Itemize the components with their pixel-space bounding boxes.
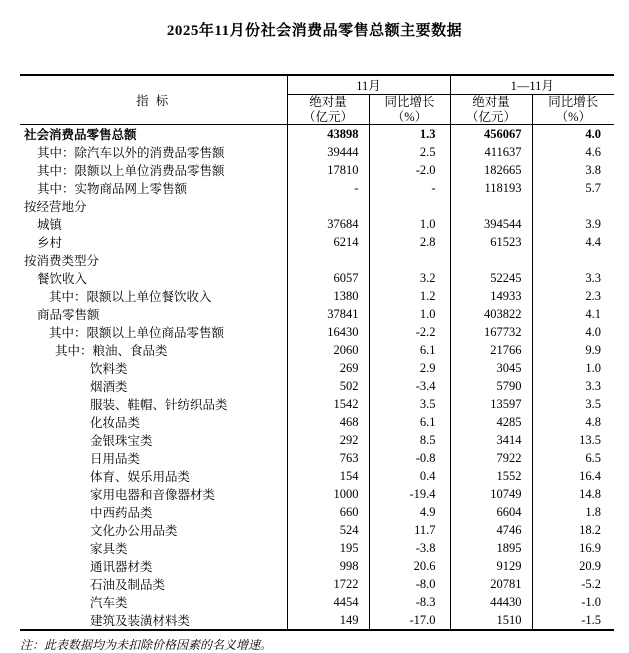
value-cell: -0.8 xyxy=(369,449,450,467)
value-cell xyxy=(450,197,532,215)
indicator-cell: 通讯器材类 xyxy=(90,560,153,574)
value-cell: 16430 xyxy=(287,323,369,341)
value-cell: -2.0 xyxy=(369,161,450,179)
value-cell: 61523 xyxy=(450,233,532,251)
value-cell: 3045 xyxy=(450,359,532,377)
indicator-cell: 家具类 xyxy=(90,542,128,556)
table-body xyxy=(20,125,614,631)
table-row xyxy=(20,125,614,144)
value-cell: 20781 xyxy=(450,575,532,593)
value-cell: 1895 xyxy=(450,539,532,557)
indicator-cell: 其中：限额以上单位消费品零售额 xyxy=(37,164,225,178)
subheader-line: 绝对量 xyxy=(472,95,510,110)
indicator-cell: 城镇 xyxy=(37,218,63,232)
value-cell xyxy=(450,251,532,269)
value-cell: 118193 xyxy=(450,179,532,197)
indicator-cell: 化妆品类 xyxy=(90,416,141,430)
value-cell: -3.8 xyxy=(369,539,450,557)
value-cell: 1000 xyxy=(287,485,369,503)
indicator-cell: 汽车类 xyxy=(90,596,128,610)
subheader-line: （亿元） xyxy=(466,109,517,124)
value-cell: 3.5 xyxy=(369,395,450,413)
table-row xyxy=(20,395,614,413)
value-cell: 269 xyxy=(287,359,369,377)
value-cell: 468 xyxy=(287,413,369,431)
value-cell: 1.0 xyxy=(369,215,450,233)
group-header-november: 11月 xyxy=(287,75,450,95)
indicator-cell: 其中：实物商品网上零售额 xyxy=(37,182,188,196)
table-row xyxy=(20,323,614,341)
value-cell: 44430 xyxy=(450,593,532,611)
value-cell: 660 xyxy=(287,503,369,521)
indicator-cell: 家用电器和音像器材类 xyxy=(90,488,216,502)
page-title: 2025年11月份社会消费品零售总额主要数据 xyxy=(166,23,463,39)
table-row xyxy=(20,233,614,251)
value-cell: 52245 xyxy=(450,269,532,287)
subheader-line: （%） xyxy=(555,109,591,124)
value-cell: 20.9 xyxy=(532,557,614,575)
value-cell: 998 xyxy=(287,557,369,575)
value-cell: 6.1 xyxy=(369,341,450,359)
value-cell: 17810 xyxy=(287,161,369,179)
value-cell: 1.0 xyxy=(369,305,450,323)
data-table xyxy=(20,74,614,631)
value-cell: 167732 xyxy=(450,323,532,341)
value-cell: 5790 xyxy=(450,377,532,395)
value-cell: 16.4 xyxy=(532,467,614,485)
value-cell: 1542 xyxy=(287,395,369,413)
value-cell: 1552 xyxy=(450,467,532,485)
table-row xyxy=(20,269,614,287)
value-cell: 763 xyxy=(287,449,369,467)
table-row xyxy=(20,539,614,557)
indicator-cell: 其中：限额以上单位餐饮收入 xyxy=(49,290,212,304)
value-cell: 39444 xyxy=(287,143,369,161)
value-cell: 37841 xyxy=(287,305,369,323)
value-cell: -8.3 xyxy=(369,593,450,611)
indicator-cell: 石油及制品类 xyxy=(90,578,166,592)
indicator-cell: 饮料类 xyxy=(90,362,128,376)
value-cell: 13597 xyxy=(450,395,532,413)
value-cell: 18.2 xyxy=(532,521,614,539)
subheader-line: 同比增长 xyxy=(548,95,599,110)
indicator-cell: 社会消费品零售总额 xyxy=(24,128,137,142)
subheader-absolute-nov xyxy=(287,95,369,125)
value-cell: 411637 xyxy=(450,143,532,161)
value-cell: 4285 xyxy=(450,413,532,431)
value-cell: -8.0 xyxy=(369,575,450,593)
value-cell: 524 xyxy=(287,521,369,539)
value-cell: 4.8 xyxy=(532,413,614,431)
value-cell: 6214 xyxy=(287,233,369,251)
value-cell: - xyxy=(369,179,450,197)
value-cell: 14.8 xyxy=(532,485,614,503)
value-cell: 4.0 xyxy=(532,323,614,341)
indicator-cell: 其中：除汽车以外的消费品零售额 xyxy=(37,146,225,160)
value-cell: -2.2 xyxy=(369,323,450,341)
value-cell: 2.9 xyxy=(369,359,450,377)
value-cell: 21766 xyxy=(450,341,532,359)
table-row xyxy=(20,359,614,377)
value-cell: 1.8 xyxy=(532,503,614,521)
value-cell: 7922 xyxy=(450,449,532,467)
table-row xyxy=(20,521,614,539)
subheader-line: 绝对量 xyxy=(309,95,347,110)
value-cell: 502 xyxy=(287,377,369,395)
value-cell: 9.9 xyxy=(532,341,614,359)
table-row xyxy=(20,215,614,233)
value-cell: -3.4 xyxy=(369,377,450,395)
value-cell: 0.4 xyxy=(369,467,450,485)
value-cell: -1.5 xyxy=(532,611,614,630)
subheader-line: （%） xyxy=(391,109,428,124)
value-cell: 3414 xyxy=(450,431,532,449)
value-cell: 1.3 xyxy=(369,125,450,144)
value-cell: 2.5 xyxy=(369,143,450,161)
table-row xyxy=(20,431,614,449)
value-cell: 1.0 xyxy=(532,359,614,377)
value-cell: 3.9 xyxy=(532,215,614,233)
table-row xyxy=(20,251,614,269)
value-cell: 4746 xyxy=(450,521,532,539)
value-cell: 1510 xyxy=(450,611,532,630)
value-cell: 20.6 xyxy=(369,557,450,575)
indicator-cell: 烟酒类 xyxy=(90,380,128,394)
value-cell: -17.0 xyxy=(369,611,450,630)
indicator-cell: 乡村 xyxy=(37,236,63,250)
value-cell: 9129 xyxy=(450,557,532,575)
table-row xyxy=(20,593,614,611)
value-cell xyxy=(287,197,369,215)
table-row xyxy=(20,503,614,521)
table-row xyxy=(20,179,614,197)
value-cell: 6604 xyxy=(450,503,532,521)
value-cell: 3.2 xyxy=(369,269,450,287)
value-cell: 149 xyxy=(287,611,369,630)
value-cell: 195 xyxy=(287,539,369,557)
value-cell: 3.5 xyxy=(532,395,614,413)
subheader-line: （亿元） xyxy=(302,109,353,124)
value-cell: - xyxy=(287,179,369,197)
value-cell: 456067 xyxy=(450,125,532,144)
table-row xyxy=(20,575,614,593)
value-cell: -1.0 xyxy=(532,593,614,611)
indicator-cell: 文化办公用品类 xyxy=(90,524,178,538)
value-cell: 2060 xyxy=(287,341,369,359)
indicator-cell: 按经营地分 xyxy=(24,200,87,214)
table-row xyxy=(20,485,614,503)
value-cell: 4.6 xyxy=(532,143,614,161)
table-row xyxy=(20,143,614,161)
table-row xyxy=(20,449,614,467)
value-cell: 43898 xyxy=(287,125,369,144)
indicator-cell: 按消费类型分 xyxy=(24,254,100,268)
value-cell: 2.3 xyxy=(532,287,614,305)
indicator-cell: 建筑及装潢材料类 xyxy=(90,614,191,628)
value-cell: 2.8 xyxy=(369,233,450,251)
table-row xyxy=(20,305,614,323)
value-cell: 3.8 xyxy=(532,161,614,179)
indicator-cell: 中西药品类 xyxy=(90,506,153,520)
indicator-column-header: 指 标 xyxy=(20,75,287,125)
value-cell: 11.7 xyxy=(369,521,450,539)
value-cell: 394544 xyxy=(450,215,532,233)
value-cell: 13.5 xyxy=(532,431,614,449)
table-row xyxy=(20,197,614,215)
value-cell: 4.1 xyxy=(532,305,614,323)
value-cell: 37684 xyxy=(287,215,369,233)
value-cell: -5.2 xyxy=(532,575,614,593)
table-row xyxy=(20,557,614,575)
value-cell: 1722 xyxy=(287,575,369,593)
value-cell: 3.3 xyxy=(532,377,614,395)
table-row xyxy=(20,377,614,395)
value-cell: 5.7 xyxy=(532,179,614,197)
value-cell: 403822 xyxy=(450,305,532,323)
footnote: 注：此表数据均为未扣除价格因素的名义增速。 xyxy=(20,638,273,652)
value-cell: 182665 xyxy=(450,161,532,179)
value-cell: 8.5 xyxy=(369,431,450,449)
subheader-absolute-jan-nov xyxy=(450,95,532,125)
subheader-growth-jan-nov xyxy=(532,95,614,125)
value-cell: 1.2 xyxy=(369,287,450,305)
value-cell: 4.0 xyxy=(532,125,614,144)
value-cell: 14933 xyxy=(450,287,532,305)
group-header-row xyxy=(20,75,614,95)
subheader-growth-nov xyxy=(369,95,450,125)
table-row xyxy=(20,161,614,179)
value-cell: 16.9 xyxy=(532,539,614,557)
value-cell xyxy=(369,251,450,269)
table-row xyxy=(20,341,614,359)
value-cell: 1380 xyxy=(287,287,369,305)
value-cell xyxy=(287,251,369,269)
table-row xyxy=(20,467,614,485)
value-cell: -19.4 xyxy=(369,485,450,503)
value-cell xyxy=(532,197,614,215)
value-cell: 6.5 xyxy=(532,449,614,467)
indicator-cell: 其中：粮油、食品类 xyxy=(55,344,168,358)
indicator-cell: 餐饮收入 xyxy=(37,272,88,286)
value-cell xyxy=(532,251,614,269)
indicator-cell: 体育、娱乐用品类 xyxy=(90,470,191,484)
value-cell: 10749 xyxy=(450,485,532,503)
table-row xyxy=(20,413,614,431)
value-cell: 6057 xyxy=(287,269,369,287)
indicator-cell: 服装、鞋帽、针纺织品类 xyxy=(90,398,228,412)
indicator-cell: 商品零售额 xyxy=(37,308,100,322)
group-header-jan-to-nov: 1—11月 xyxy=(450,75,614,95)
value-cell xyxy=(369,197,450,215)
value-cell: 4454 xyxy=(287,593,369,611)
value-cell: 292 xyxy=(287,431,369,449)
table-row xyxy=(20,611,614,630)
indicator-cell: 日用品类 xyxy=(90,452,141,466)
table-row xyxy=(20,287,614,305)
value-cell: 4.4 xyxy=(532,233,614,251)
indicator-cell: 金银珠宝类 xyxy=(90,434,153,448)
value-cell: 4.9 xyxy=(369,503,450,521)
value-cell: 6.1 xyxy=(369,413,450,431)
subheader-line: 同比增长 xyxy=(384,95,435,110)
value-cell: 3.3 xyxy=(532,269,614,287)
indicator-cell: 其中：限额以上单位商品零售额 xyxy=(49,326,225,340)
value-cell: 154 xyxy=(287,467,369,485)
